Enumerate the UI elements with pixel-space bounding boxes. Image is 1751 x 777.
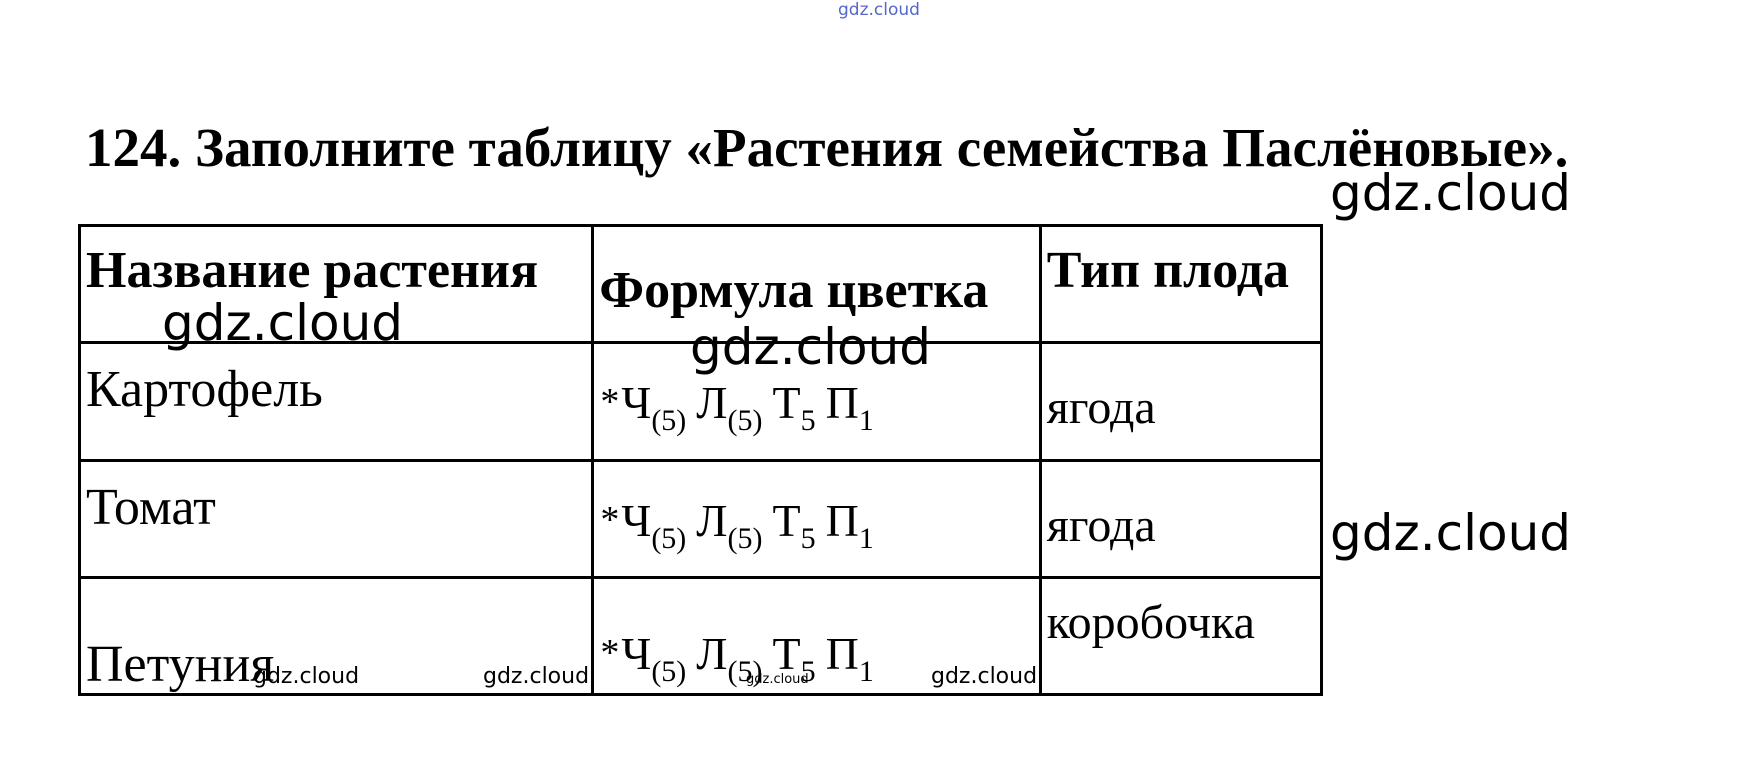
fruit-type: ягода [1046,381,1156,435]
plant-name: Картофель [86,361,323,419]
fruit-type: ягода [1046,498,1156,552]
table-row [80,460,1322,577]
fruit-cell [1040,343,1321,460]
watermark: gdz.cloud [162,294,404,352]
formula-subscript: (5) [727,404,763,438]
formula-symbol: Л [696,494,728,546]
formula-subscript: 5 [800,404,816,438]
formula-symbol: П [825,494,859,546]
formula-subscript: (5) [651,404,687,438]
watermark-top: gdz.cloud [838,0,920,20]
actinomorphic-star: * [600,498,620,541]
formula-symbol: Л [696,627,728,679]
formula-symbol: Т [772,377,801,429]
formula-subscript: 1 [858,654,874,688]
header-fruit-type: Тип плода [1046,242,1290,299]
plant-cell [80,460,593,577]
formula-subscript: 5 [800,521,816,555]
watermark: gdz.cloud [690,318,932,376]
fruit-cell [1040,460,1321,577]
header-flower-formula: Формула цветка [599,262,989,319]
watermark: gdz.cloud [1330,164,1572,222]
watermark: gdz.cloud [253,664,360,689]
watermark: gdz.cloud [746,672,809,687]
plant-cell [80,343,593,460]
header-plant-name: Название растения [86,242,539,299]
fruit-cell [1040,577,1321,694]
watermark: gdz.cloud [931,664,1038,689]
formula-subscript: 1 [858,404,874,438]
formula-subscript: 1 [858,521,874,555]
formula-subscript: 5 [800,654,816,688]
formula-symbol: Ч [621,494,652,546]
formula-subscript: (5) [727,654,763,688]
header-cell [1040,226,1321,343]
formula-symbol: П [825,377,859,429]
formula-subscript: (5) [651,521,687,555]
formula-symbol: Ч [621,377,652,429]
fruit-type: коробочка [1046,595,1255,649]
task-title: 124. Заполните таблицу «Растения семейства Паслёновые». [85,117,1569,178]
formula-symbol: П [825,627,859,679]
formula-cell [593,460,1040,577]
watermark: gdz.cloud [1330,504,1572,562]
formula-symbol: Л [696,377,728,429]
flower-formula [594,462,1038,555]
formula-symbol: Т [772,494,801,546]
formula-symbol: Т [772,627,801,679]
formula-subscript: (5) [651,654,687,688]
plant-name: Томат [86,478,216,536]
actinomorphic-star: * [600,631,620,674]
watermark: gdz.cloud [483,664,590,689]
actinomorphic-star: * [600,381,620,424]
plant-name: Петуния [86,635,275,693]
formula-symbol: Ч [621,627,652,679]
formula-subscript: (5) [727,521,763,555]
